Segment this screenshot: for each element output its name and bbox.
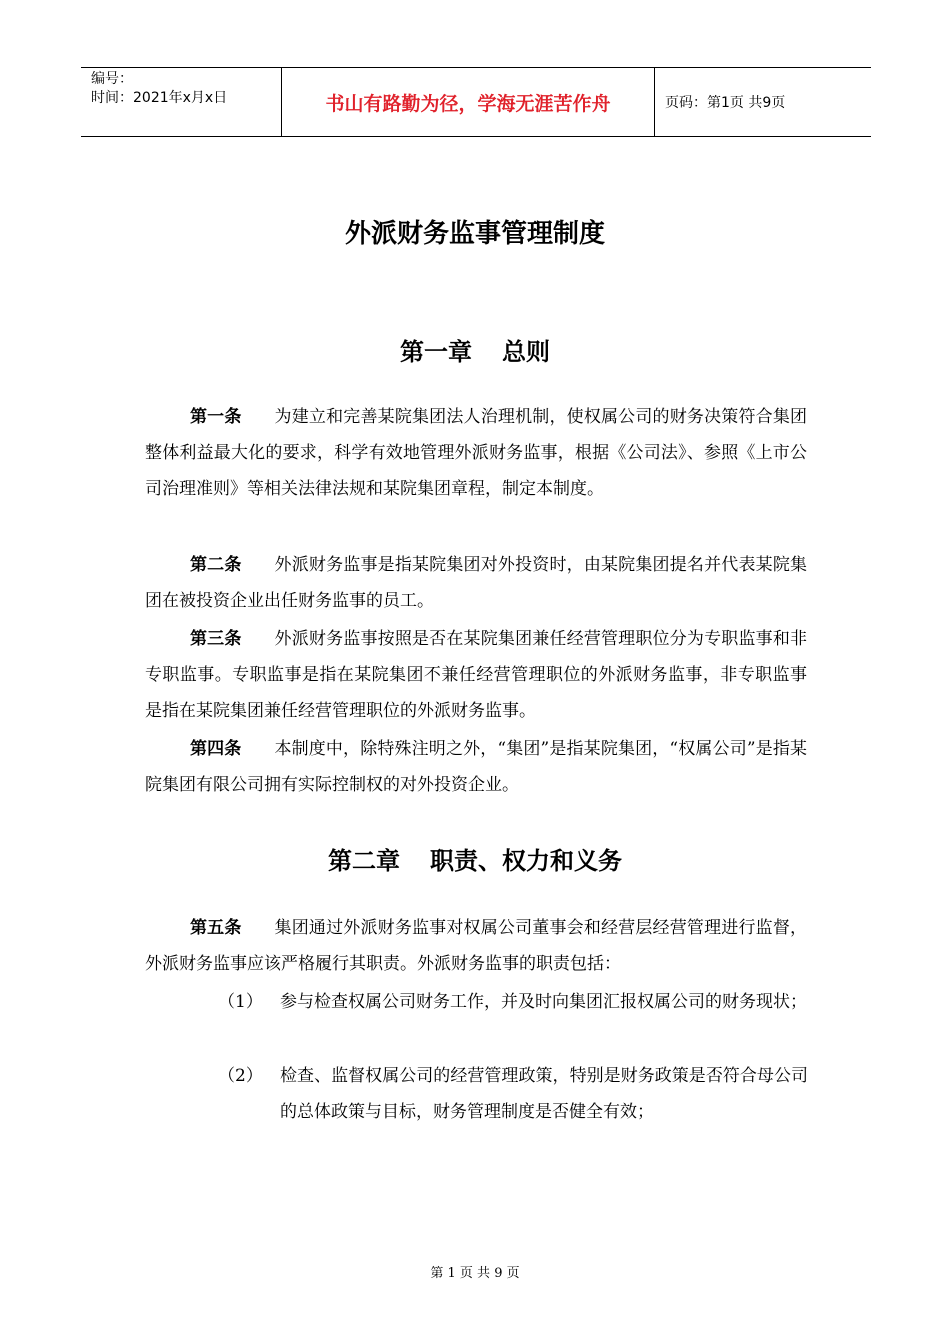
header-motto: 书山有路勤为径，学海无涯苦作舟 — [281, 68, 655, 136]
page-footer: 第 1 页 共 9 页 — [430, 1266, 520, 1281]
item-text: 参与检查权属公司财务工作，并及时向集团汇报权属公司的财务现状； — [280, 992, 807, 1012]
article-2 — [145, 547, 807, 619]
article-label: 第五条 — [190, 918, 242, 938]
chapter-heading-1 — [0, 332, 950, 367]
chapter-number: 第一章 — [400, 338, 472, 366]
header-meta — [81, 68, 281, 136]
item-number: （2） — [218, 1066, 263, 1086]
article-label: 第四条 — [190, 739, 242, 759]
article-text: 外派财务监事是指某院集团对外投资时，由某院集团提名并代表某院集团在被投资企业出任财务监事的员工。 — [145, 555, 807, 611]
chapter-number: 第二章 — [328, 847, 400, 875]
number-label: 编号： — [91, 71, 133, 87]
article-text: 外派财务监事按照是否在某院集团兼任经营管理职位分为专职监事和非专职监事。专职监事是指在某院集团不兼任经营管理职位的外派财务监事，非专职监事是指在某院集团兼任经营管理职位的外派财务监事。 — [145, 629, 807, 721]
article-label: 第二条 — [190, 555, 242, 575]
chapter-name: 总则 — [502, 338, 550, 366]
header-page-info: 页码：第1页 共9页 — [665, 95, 786, 111]
item-text: 检查、监督权属公司的经营管理政策，特别是财务政策是否符合母公司的总体政策与目标，财务管理制度是否健全有效； — [280, 1066, 808, 1122]
article-1 — [145, 399, 807, 507]
page-header — [81, 67, 871, 137]
article-label: 第一条 — [190, 407, 242, 427]
item-number: （1） — [218, 992, 263, 1012]
list-item — [218, 984, 808, 1020]
chapter-name: 职责、权力和义务 — [430, 847, 622, 875]
article-text: 本制度中，除特殊注明之外，“集团”是指某院集团，“权属公司”是指某院集团有限公司拥有实际控制权的对外投资企业。 — [145, 739, 808, 795]
article-3 — [145, 621, 807, 729]
article-5 — [145, 910, 807, 982]
article-label: 第三条 — [190, 629, 242, 649]
article-text: 集团通过外派财务监事对权属公司董事会和经营层经营管理进行监督，外派财务监事应该严格履行其职责。外派财务监事的职责包括： — [145, 918, 807, 974]
list-item — [218, 1058, 808, 1130]
time-label: 时间：2021年x月x日 — [91, 90, 228, 106]
article-4 — [145, 731, 807, 803]
chapter-heading-2 — [0, 841, 950, 876]
document-title: 外派财务监事管理制度 — [344, 219, 605, 249]
article-text: 为建立和完善某院集团法人治理机制，使权属公司的财务决策符合集团整体利益最大化的要求，科学有效地管理外派财务监事，根据《公司法》、参照《上市公司治理准则》等相关法律法规和某院集团章程，制定本制度。 — [145, 407, 807, 499]
